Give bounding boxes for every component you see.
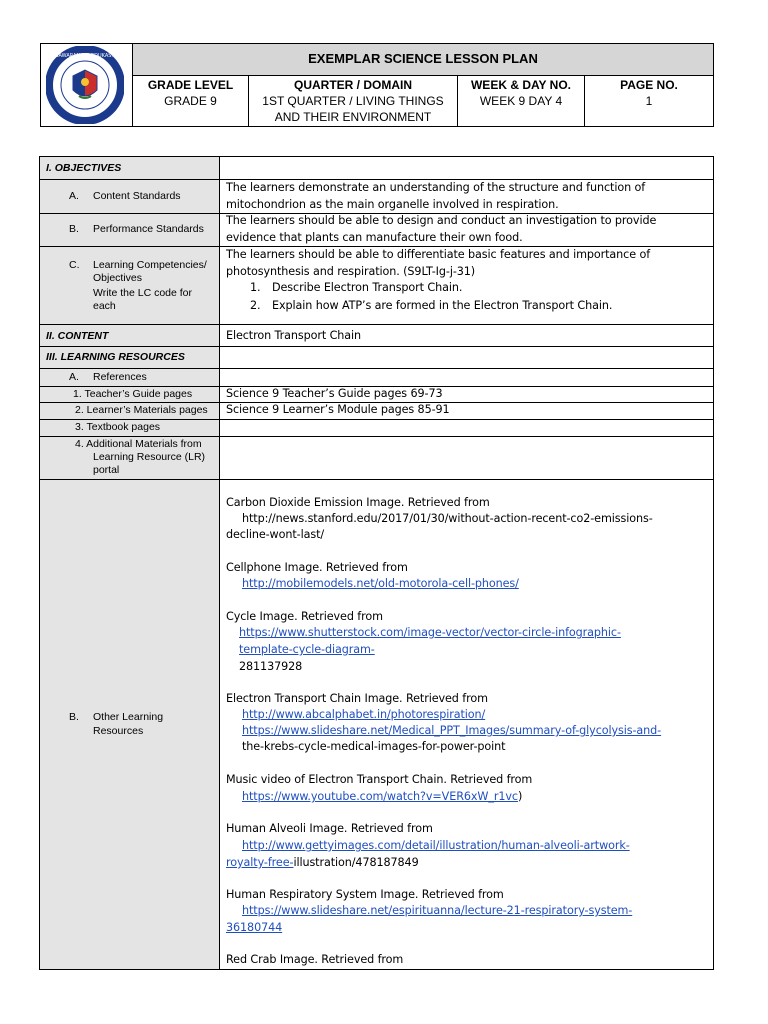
resource-music-paren: ) — [517, 790, 523, 803]
resource-link-respiratory-2[interactable]: 36180744 — [226, 921, 283, 934]
page-title: EXEMPLAR SCIENCE LESSON PLAN — [308, 51, 538, 66]
resource-title-cellphone: Cellphone Image. Retrieved from — [226, 561, 408, 574]
week-day-value: WEEK 9 DAY 4 — [479, 94, 563, 108]
content-standards-label: Content Standards — [93, 190, 181, 202]
resource-link-etc-2[interactable]: https://www.slideshare.net/Medical_PPT_Images/summary-of-glycolysis-and- — [242, 724, 662, 737]
resource-link-cycle-1[interactable]: https://www.shutterstock.com/image-vector/vector-circle-infographic- — [239, 626, 621, 639]
content-heading: II. CONTENT — [46, 330, 109, 342]
additional-materials-label-3: portal — [93, 464, 120, 476]
content-standards-text: The learners demonstrate an understanding of the structure and function of mitochondrion as the main organelle involved in respiration. — [226, 181, 646, 211]
grade-level-value: GRADE 9 — [164, 94, 217, 108]
competency-item-1: Describe Electron Transport Chain. — [272, 281, 463, 294]
resource-music-line — [242, 789, 522, 806]
resource-alveoli-tail: illustration/478187849 — [293, 856, 419, 869]
week-day-label: WEEK & DAY NO. — [470, 78, 572, 92]
resource-title-etc: Electron Transport Chain Image. Retrieved from — [226, 692, 488, 705]
resource-title-co2: Carbon Dioxide Emission Image. Retrieved from — [226, 496, 490, 509]
references-letter: A. — [69, 371, 79, 383]
resource-alveoli-line-2 — [226, 855, 419, 872]
performance-standards-label: Performance Standards — [93, 223, 204, 235]
resource-title-music: Music video of Electron Transport Chain. Retrieved from — [226, 773, 533, 786]
quarter-domain-value: 1ST QUARTER / LIVING THINGS AND THEIR ENVIRONMENT — [262, 94, 444, 124]
resource-link-alveoli-2[interactable]: royalty-free- — [226, 856, 294, 869]
other-resources-label-1: Other Learning — [93, 711, 164, 723]
competencies-text: The learners should be able to differentiate basic features and importance of photosynthesis and respiration. (S9LT-Ig-j-31) — [226, 248, 651, 278]
resource-title-cycle: Cycle Image. Retrieved from — [226, 610, 383, 623]
seal-icon — [46, 46, 124, 124]
additional-materials-label-1: 4. Additional Materials from — [75, 438, 202, 450]
teachers-guide-label: 1. Teacher’s Guide pages — [73, 388, 193, 400]
resource-title-crab: Red Crab Image. Retrieved from — [226, 953, 404, 966]
objectives-heading: I. OBJECTIVES — [46, 162, 122, 174]
learners-materials-label: 2. Learner’s Materials pages — [75, 404, 208, 416]
performance-standards-text: The learners should be able to design and conduct an investigation to provide evidence that plants can manufacture their own food. — [226, 214, 657, 244]
deped-seal — [46, 46, 124, 124]
resource-title-alveoli: Human Alveoli Image. Retrieved from — [226, 822, 433, 835]
resource-title-respiratory: Human Respiratory System Image. Retrieved from — [226, 888, 504, 901]
other-resources-label-2: Resources — [93, 725, 144, 737]
textbook-label: 3. Textbook pages — [75, 421, 161, 433]
competencies-label: Learning Competencies/ Objectives — [93, 259, 207, 284]
resource-link-alveoli-1[interactable]: http://www.gettyimages.com/detail/illustration/human-alveoli-artwork- — [242, 839, 630, 852]
learners-materials-value: Science 9 Learner’s Module pages 85-91 — [226, 403, 450, 416]
teachers-guide-value: Science 9 Teacher’s Guide pages 69-73 — [226, 387, 443, 400]
other-resources-letter: B. — [69, 711, 79, 723]
page-no-value: 1 — [645, 94, 653, 108]
additional-materials-label-2: Learning Resource (LR) — [93, 451, 206, 463]
resource-cycle-id: 281137928 — [239, 660, 303, 673]
competencies-letter: C. — [69, 259, 80, 271]
page-no-label: PAGE NO. — [620, 78, 678, 92]
content-standards-letter: A. — [69, 190, 79, 202]
competency-item-2: Explain how ATP’s are formed in the Electron Transport Chain. — [272, 299, 613, 312]
resource-url-co2-1: http://news.stanford.edu/2017/01/30/without-action-recent-co2-emissions- — [242, 512, 653, 525]
grade-level-label: GRADE LEVEL — [147, 78, 234, 92]
resources-heading: III. LEARNING RESOURCES — [46, 351, 185, 363]
resource-link-cycle-2[interactable]: template-cycle-diagram- — [239, 643, 375, 656]
svg-text:KAGAWARAN NG EDUKASYON: KAGAWARAN NG EDUKASYON — [48, 53, 122, 59]
competencies-sub: Write the LC code for each — [93, 287, 193, 312]
competency-item-1-number: 1. — [250, 281, 261, 294]
competency-item-2-number: 2. — [250, 299, 261, 312]
resource-etc-tail: the-krebs-cycle-medical-images-for-power-point — [242, 740, 506, 753]
resource-link-music[interactable]: https://www.youtube.com/watch?v=VER6xW_r1vc — [242, 790, 518, 803]
references-label: References — [93, 371, 147, 383]
content-value: Electron Transport Chain — [226, 329, 362, 342]
resource-link-etc-1[interactable]: http://www.abcalphabet.in/photorespiration/ — [242, 708, 486, 721]
quarter-domain-label: QUARTER / DOMAIN — [294, 78, 412, 92]
resource-link-cellphone[interactable]: http://mobilemodels.net/old-motorola-cell-phones/ — [242, 577, 519, 590]
resource-url-co2-2: decline-wont-last/ — [226, 528, 325, 541]
resource-link-respiratory-1[interactable]: https://www.slideshare.net/espirituanna/lecture-21-respiratory-system- — [242, 904, 633, 917]
performance-standards-letter: B. — [69, 223, 79, 235]
